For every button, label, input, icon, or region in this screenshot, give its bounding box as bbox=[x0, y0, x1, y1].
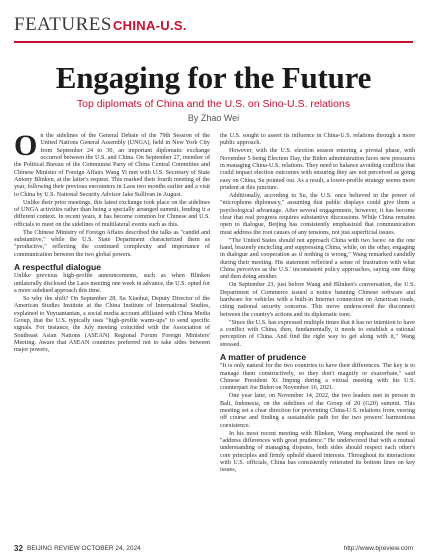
body-paragraph: However, with the U.S. election season entering a pivotal phase, with November 5 being Election Day, the Biden administration faces new pressures in managing China-U.S. relations. They need to balance avoiding conflicts that could impact election outcomes with ensuring they are not perceived as going easy on China, Su pointed out. As a result, a lower-profile strategy seems more prudent at this juncture. bbox=[220, 148, 415, 191]
article-subtitle: Top diplomats of China and the U.S. on Sino-U.S. relations bbox=[76, 98, 351, 110]
body-paragraph: "Since the U.S. has expressed multiple times that it has no intention to have a conflict with China, then, fundamentally, it needs to establish a rational perception of China. And find the right way to get along with it," Wang stressed. bbox=[220, 319, 415, 348]
body-paragraph: On September 23, just before Wang and Blinken's conversation, the U.S. Department of Commerce issued a notice banning Chinese software and hardware for vehicles with a built-in Internet connection on American roads, citing national security concerns. This move underscored the disconnect between the country's actions and its diplomatic tone. bbox=[220, 282, 415, 318]
header-rule bbox=[14, 41, 413, 43]
body-paragraph: So why the shift? On September 28, Su Xiaohui, Deputy Director of the American Studies Institute at the China Institute of International Studies, explained to Yuyuantantan, a social media account affiliated with China Media Group, that the U.S. typically uses "high-profile warm-ups" to send specific signals. For instance, the July meeting coincided with the Association of Southeast Asian Nations (ASEAN) Regional Forum Foreign Ministers' Meeting. Aware that ASEAN countries preferred not to take sides between major powers, bbox=[14, 296, 210, 354]
publication-info: BEIJING REVIEW OCTOBER 24, 2024 bbox=[27, 545, 141, 552]
section-header bbox=[14, 14, 187, 38]
body-paragraph: "The United States should not approach China with two faces: on the one hand, brazenly encircling and suppressing China, while, on the other, engaging in dialogue and cooperation as if nothing is wrong," Wang remarked candidly during their meeting. His statement reflected a sense of frustration with what China perceives as the U.S.' inconsistent policy approaches, saying one thing and then doing another. bbox=[220, 237, 415, 281]
section-name: FEATURES bbox=[14, 14, 112, 35]
article-title: Engaging for the Future bbox=[55, 60, 372, 95]
body-paragraph bbox=[14, 129, 210, 199]
body-paragraph: One year later, on November 14, 2022, the two leaders met in person in Bali, Indonesia, on the sidelines of the Group of 20 (G20) summit. This meeting set a clear direction for preventing China-U.S. relations from veering off course and finding a sustainable path for the two powers' harmonious coexistence. bbox=[220, 393, 415, 429]
article-column-right bbox=[220, 133, 415, 475]
section-heading: A matter of prudence bbox=[220, 351, 307, 362]
body-paragraph: In his most recent meeting with Blinken, Wang emphasized the need to "address differences with great prudence." He underscored that with a mutual understanding of managing disputes, both sides should respect each other's core principles and firmly uphold shared interests. Throughout its interactions with U.S. officials, China has consistently reiterated its bottom lines on key issues, bbox=[220, 430, 415, 474]
page-number: 32 bbox=[14, 544, 23, 553]
drop-cap: O bbox=[14, 129, 38, 162]
article-byline: By Zhao Wei bbox=[187, 113, 240, 123]
body-paragraph: Additionally, according to Su, the U.S. once believed in the power of "microphone diplomacy," assuming that public displays could give them a psychological advantage. After several engagements, however, it has become clear that real progress requires substantive discussions. While China remains open to dialogue, Beijing has consistently emphasized that communication must address the root causes of any tensions, not just superficial issues. bbox=[220, 192, 415, 236]
body-paragraph: "It is only natural for the two countries to have their differences. The key is to manage them constructively, so they don't magnify or exacerbate," said Chinese President Xi Jinping during a virtual meeting with his U.S. counterpart Joe Biden on November 16, 2021. bbox=[220, 363, 415, 392]
article-column-left bbox=[14, 129, 210, 355]
body-paragraph-text: n the sidelines of the General Debate of the 79th Session of the United Nations General Assembly (UNGA), held in New York City from September 24 to 30, an important diplomatic exchange occurred between the U.S. and China. On September 27, member of the Political Bureau of the Communist Party of China Central Committee and Chinese Minister of Foreign Affairs Wang Yi met with U.S. Secretary of State Antony Blinken, at the latter's request. This marked their fourth meeting of the year, following their previous encounters in Laos two months earlier and a visit to China by U.S. National Security Advisor Jake Sullivan in August. bbox=[14, 133, 210, 198]
body-paragraph: Unlike previous high-profile announcements, such as when Blinken unilaterally disclosed the Laos meeting one week in advance, the U.S. opted for a more subdued approach this time. bbox=[14, 273, 210, 295]
section-heading: A respectful dialogue bbox=[14, 262, 102, 273]
body-paragraph: Unlike their prior meetings, this latest exchange took place on the sidelines of UNGA activities rather than being a specially arranged summit, lending it a different context. In recent years, it has become common for Chinese and U.S. officials to meet on the sidelines of multilateral events such as this. bbox=[14, 199, 210, 228]
section-subtitle: CHINA-U.S. bbox=[112, 18, 187, 33]
website-link[interactable]: http://www.bjreview.com bbox=[343, 545, 413, 552]
page-footer bbox=[14, 544, 413, 556]
body-paragraph: the U.S. sought to assert its influence in China-U.S. relations through a more public approach. bbox=[220, 133, 415, 147]
body-paragraph: The Chinese Ministry of Foreign Affairs described the talks as "candid and substantive," while the U.S. State Department characterized them as "productive," reflecting the continued complexity and importance of communication between the two global powers. bbox=[14, 229, 210, 258]
